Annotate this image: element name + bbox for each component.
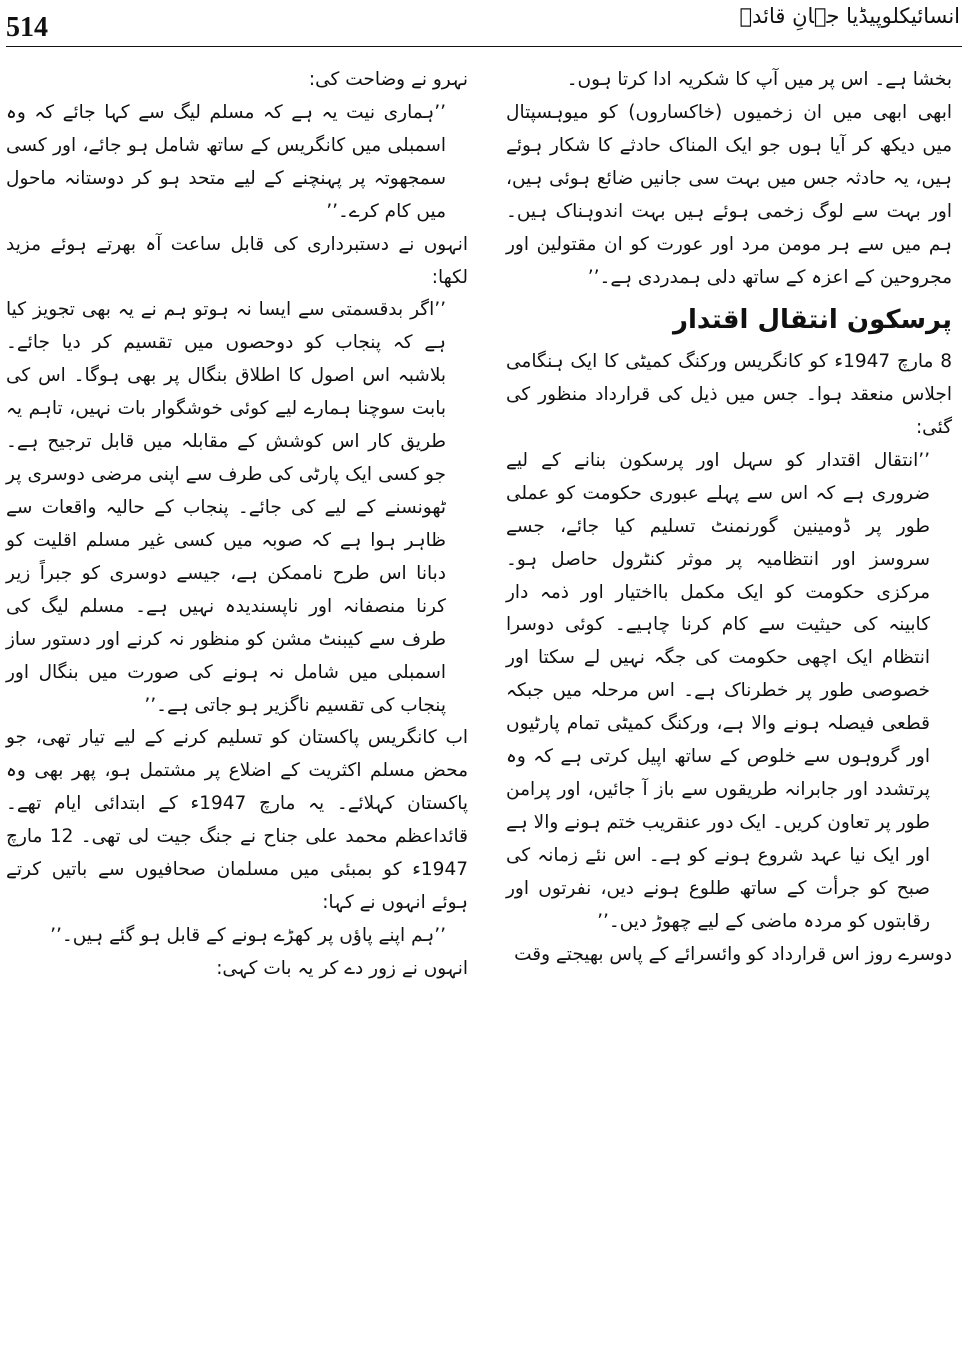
paragraph: بخشا ہے۔ اس پر میں آپ کا شکریہ ادا کرتا ہوں۔ bbox=[566, 69, 952, 90]
page-header bbox=[0, 0, 968, 44]
paragraph: نہرو نے وضاحت کی: bbox=[308, 69, 468, 90]
header-rule bbox=[6, 46, 962, 47]
quotation: ’’اگر بدقسمتی سے ایسا نہ ہوتو ہم نے یہ بھی تجویز کیا ہے کہ پنجاب کو دوحصوں میں تقسیم کر دیا جائے۔ بلاشبہ اس اصول کا اطلاق بنگال پر بھی ہوگا۔ اس کی بابت سوچنا ہمارے لیے کوئی خوشگوار بات نہیں، تاہم یہ طریق کار اس کوشش کے مقابلہ میں قابل ترجیح ہے۔ جو کسی ایک پارٹی کی طرف سے اپنی مرضی دوسری پر ٹھونسنے کے لیے کی جائے۔ پنجاب کے حالیہ واقعات سے ظاہر ہوا ہے کہ صوبہ میں کسی غیر مسلم اقلیت کو دبانا اس طرح ناممکن ہے، جیسے دوسری کو جبراً زیر کرنا منصفانہ اور ناپسندیدہ نہیں ہے۔ مسلم لیگ کی طرف سے کیبنٹ مشن کو منظور نہ کرنے اور دستور ساز اسمبلی میں شامل نہ ہونے کی صورت میں بنگال اور پنجاب کی تقسیم ناگزیر ہو جاتی ہے۔’’ bbox=[6, 299, 446, 716]
paragraph: 8 مارچ 1947ء کو کانگریس ورکنگ کمیٹی کا ایک ہنگامی اجلاس منعقد ہوا۔ جس میں ذیل کی قرارداد منظور کی گئی: bbox=[506, 351, 952, 438]
paragraph: انہوں نے زور دے کر یہ بات کہی: bbox=[216, 957, 468, 979]
left-column bbox=[6, 64, 468, 986]
running-title: انسائیکلوپیڈیا جہانِ قائدؒ bbox=[739, 4, 960, 28]
paragraph: اب کانگریس پاکستان کو تسلیم کرنے کے لیے تیار تھی، جو محض مسلم اکثریت کے اضلاع پر مشتمل ہو، پھر بھی وہ پاکستان کہلائے۔ یہ مارچ 1947ء کے ابتدائی ایام تھے۔ قائداعظم محمد علی جناح نے جنگ جیت لی تھی۔ 12 مارچ 1947ء کو بمبئی میں مسلمان صحافیوں سے باتیں کرتے ہوئے انہوں نے کہا: bbox=[6, 727, 468, 914]
paragraph: دوسرے روز اس قرارداد کو وائسرائے کے پاس بھیجتے وقت bbox=[514, 943, 952, 965]
paragraph: انہوں نے دستبرداری کی قابل ساعت آہ بھرتے ہوئے مزید لکھا: bbox=[6, 233, 468, 288]
paragraph: ابھی ابھی میں ان زخمیوں (خاکساروں) کو میوہسپتال میں دیکھ کر آیا ہوں جو ایک المناک حادثے کا شکار ہوئے ہیں، یہ حادثہ جس میں بہت سی جانیں ضائع ہوئی ہیں، اور بہت سے لوگ زخمی ہوئے ہیں بہت اندوہناک ہیں۔ ہم میں سے ہر مومن مرد اور عورت کو ان مقتولین اور مجروحین کے اعزہ کے ساتھ دلی ہمدردی ہے۔’’ bbox=[506, 101, 952, 288]
section-heading: پرسکون انتقال اقتدار bbox=[673, 305, 952, 336]
quotation: ’’ہماری نیت یہ ہے کہ مسلم لیگ سے کہا جائے کہ وہ اسمبلی میں کانگریس کے ساتھ شامل ہو جائے، اور کسی سمجھوتہ پر پہنچنے کے لیے متحد ہو کر دوستانہ ماحول میں کام کرے۔’’ bbox=[6, 101, 446, 222]
quotation: ’’انتقال اقتدار کو سہل اور پرسکون بنانے کے لیے ضروری ہے کہ اس سے پہلے عبوری حکومت کو عملی طور پر ڈومینین گورنمنٹ تسلیم کیا جائے، جسے سروسز اور انتظامیہ پر موثر کنٹرول حاصل ہو۔ مرکزی حکومت کو ایک مکمل بااختیار اور ذمہ دار کابینہ کی حیثیت سے کام کرنا چاہیے۔ کوئی دوسرا انتظام ایک اچھی حکومت کی جگہ نہیں لے سکتا اور خصوصی طور پر خطرناک ہے۔ اس مرحلہ میں جبکہ قطعی فیصلہ ہونے والا ہے، ورکنگ کمیٹی تمام پارٹیوں اور گروہوں سے خلوص کے ساتھ اپیل کرتی ہے کہ وہ پرتشدد اور جابرانہ طریقوں سے باز آ جائیں، اور پرامن طور پر تعاون کریں۔ ایک دور عنقریب ختم ہونے والا ہے اور ایک نیا عہد شروع ہونے کو ہے۔ اس نئے زمانہ کی صبح کو جرأت کے ساتھ طلوع ہونے دیں، نفرتوں اور رقابتوں کو مردہ ماضی کے لیے چھوڑ دیں۔’’ bbox=[506, 449, 930, 932]
right-column bbox=[506, 64, 952, 972]
quotation: ’’ہم اپنے پاؤں پر کھڑے ہونے کے قابل ہو گئے ہیں۔’’ bbox=[50, 924, 446, 946]
page-number: 514 bbox=[6, 12, 48, 43]
